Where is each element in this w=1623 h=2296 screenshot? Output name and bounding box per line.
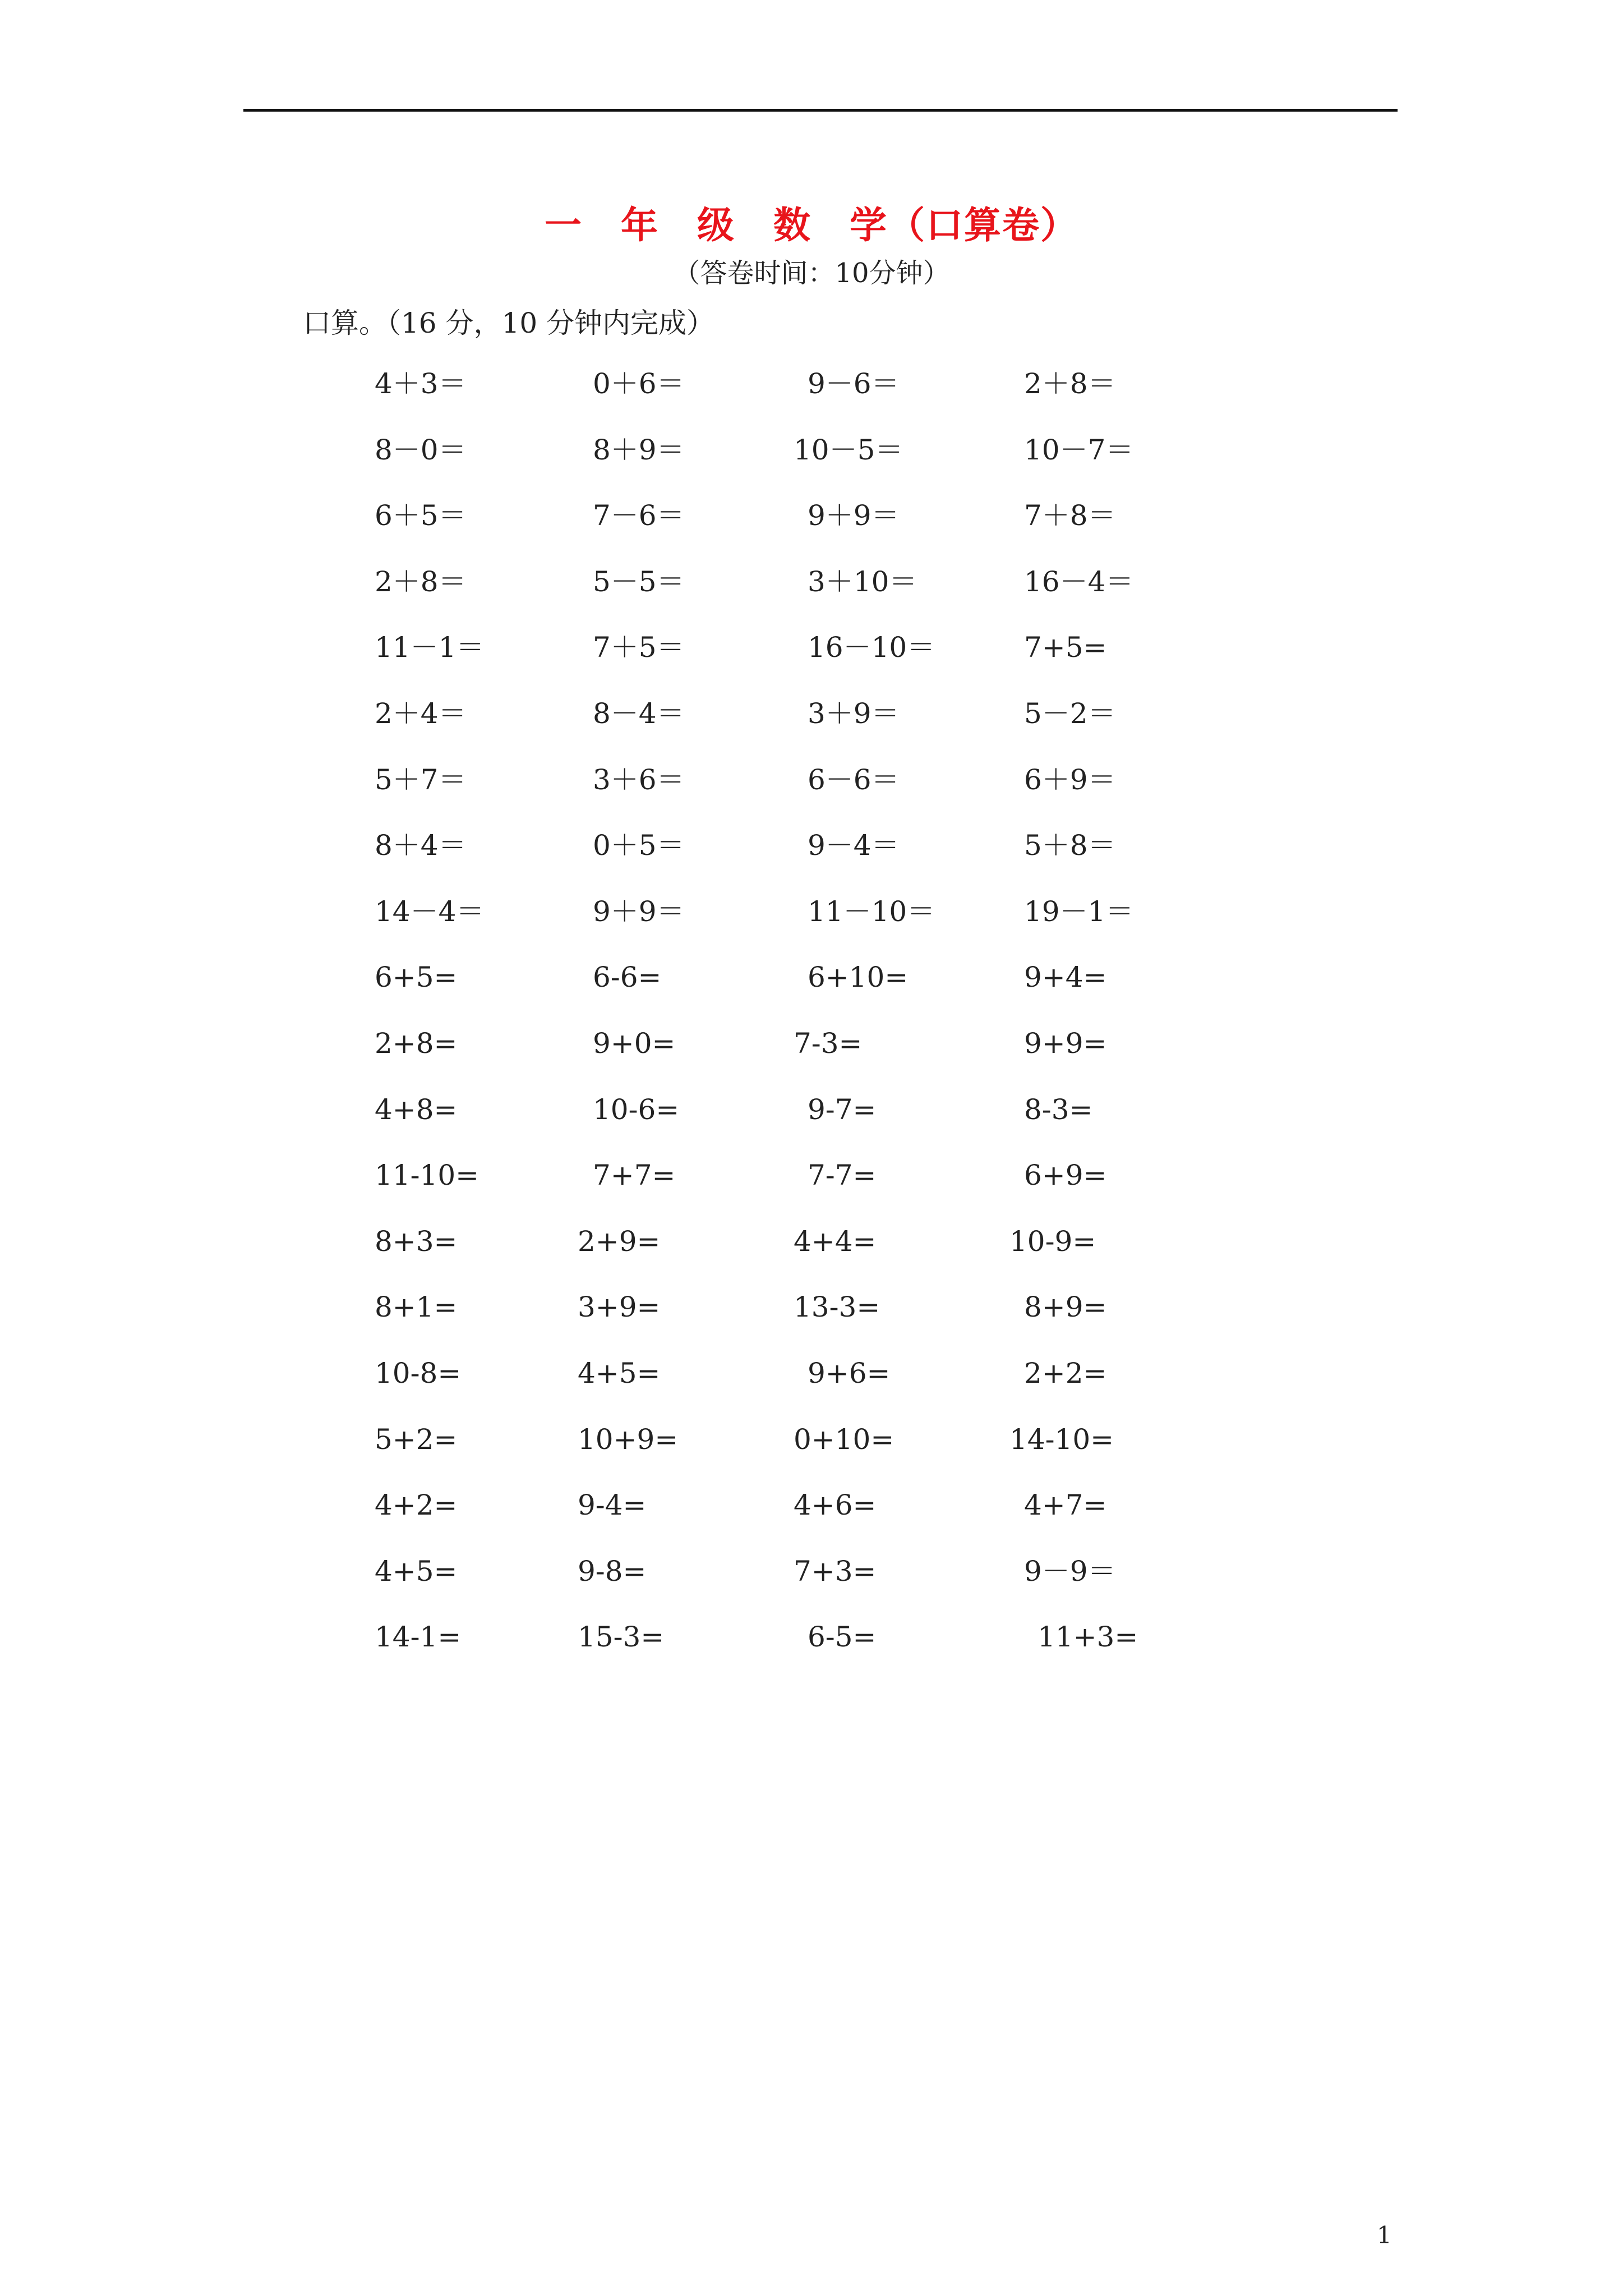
problem-item: 8+3= [375, 1225, 458, 1258]
problem-item: 5＋7＝ [375, 763, 467, 796]
problem-item: 5＋8＝ [1024, 829, 1116, 862]
problem-item: 9+6= [808, 1357, 891, 1389]
problem-item: 4+5= [375, 1555, 458, 1588]
problem-item: 0+10= [794, 1423, 895, 1456]
problem-item: 19－1＝ [1024, 895, 1134, 928]
problem-item: 11－10＝ [808, 895, 935, 928]
problem-item: 6-6= [593, 961, 662, 993]
problem-item: 9+0= [593, 1027, 676, 1060]
problem-item: 10-9= [1009, 1225, 1096, 1258]
problem-item: 8＋4＝ [375, 829, 467, 862]
problem-item: 7＋5＝ [593, 631, 685, 664]
problem-item: 11-10= [375, 1159, 479, 1191]
problem-item: 8－4＝ [593, 697, 685, 730]
instruction-text: 口算。（16 分，10 分钟内完成） [303, 307, 715, 339]
problem-item: 5－5＝ [593, 565, 685, 598]
problem-item: 0＋6＝ [593, 367, 685, 400]
problem-item: 9－9＝ [1024, 1555, 1116, 1588]
problem-item: 7+3= [794, 1555, 877, 1588]
problem-item: 14-1= [375, 1621, 462, 1653]
problem-item: 10－7＝ [1024, 434, 1134, 466]
problem-item: 4+5= [578, 1357, 661, 1389]
problem-item: 4+7= [1024, 1489, 1107, 1521]
problem-item: 3+9= [578, 1291, 661, 1323]
page-number: 1 [1377, 2221, 1392, 2249]
problem-item: 4+4= [794, 1225, 877, 1258]
problem-item: 10+9= [578, 1423, 679, 1456]
problem-item: 2＋8＝ [375, 565, 467, 598]
problem-item: 4+8= [375, 1093, 458, 1126]
problem-item: 5+2= [375, 1423, 458, 1456]
page-subtitle: （答卷时间：10分钟） [673, 257, 950, 289]
problem-item: 6－6＝ [808, 763, 900, 796]
problem-item: 2+9= [578, 1225, 661, 1258]
problem-item: 14-10= [1009, 1423, 1114, 1456]
problem-item: 10－5＝ [794, 434, 903, 466]
problem-item: 8-3= [1024, 1093, 1093, 1126]
problem-item: 5－2＝ [1024, 697, 1116, 730]
problem-item: 7－6＝ [593, 499, 685, 532]
problem-item: 9－6＝ [808, 367, 900, 400]
problem-item: 10-8= [375, 1357, 462, 1389]
problem-item: 4+6= [794, 1489, 877, 1521]
problem-item: 2+8= [375, 1027, 458, 1060]
problem-item: 2＋8＝ [1024, 367, 1116, 400]
problem-item: 11+3= [1038, 1621, 1138, 1653]
problem-item: 16－4＝ [1024, 565, 1134, 598]
problem-item: 9＋9＝ [808, 499, 900, 532]
problem-item: 9+4= [1024, 961, 1107, 993]
problem-item: 9-7= [808, 1093, 877, 1126]
problem-item: 8+1= [375, 1291, 458, 1323]
problem-item: 15-3= [578, 1621, 665, 1653]
problem-item: 2＋4＝ [375, 697, 467, 730]
problem-item: 6＋5＝ [375, 499, 467, 532]
problem-item: 6+5= [375, 961, 458, 993]
problem-item: 9+9= [1024, 1027, 1107, 1060]
problem-item: 3＋10＝ [808, 565, 917, 598]
problem-item: 6+9= [1024, 1159, 1107, 1191]
problem-item: 10-6= [593, 1093, 680, 1126]
problem-item: 2+2= [1024, 1357, 1107, 1389]
problem-item: 9－4＝ [808, 829, 900, 862]
problem-item: 7-3= [794, 1027, 863, 1060]
problem-item: 8+9= [1024, 1291, 1107, 1323]
problem-item: 8－0＝ [375, 434, 467, 466]
problem-item: 8＋9＝ [593, 434, 685, 466]
problem-item: 9-4= [578, 1489, 647, 1521]
problem-item: 16－10＝ [808, 631, 935, 664]
problem-item: 14－4＝ [375, 895, 485, 928]
problem-item: 6-5= [808, 1621, 877, 1653]
problem-item: 3＋9＝ [808, 697, 900, 730]
problem-item: 7＋8＝ [1024, 499, 1116, 532]
problem-item: 9-8= [578, 1555, 647, 1588]
problem-item: 9＋9＝ [593, 895, 685, 928]
problem-item: 4＋3＝ [375, 367, 467, 400]
problem-item: 7+7= [593, 1159, 676, 1191]
problem-item: 11－1＝ [375, 631, 485, 664]
problem-item: 3＋6＝ [593, 763, 685, 796]
problem-item: 0＋5＝ [593, 829, 685, 862]
problem-item: 4+2= [375, 1489, 458, 1521]
problem-item: 7-7= [808, 1159, 877, 1191]
problem-item: 13-3= [794, 1291, 880, 1323]
problem-item: 6＋9＝ [1024, 763, 1116, 796]
problem-item: 6+10= [808, 961, 909, 993]
page-title: 一 年 级 数 学（口算卷） [545, 203, 1078, 247]
problem-item: 7+5= [1024, 631, 1107, 664]
